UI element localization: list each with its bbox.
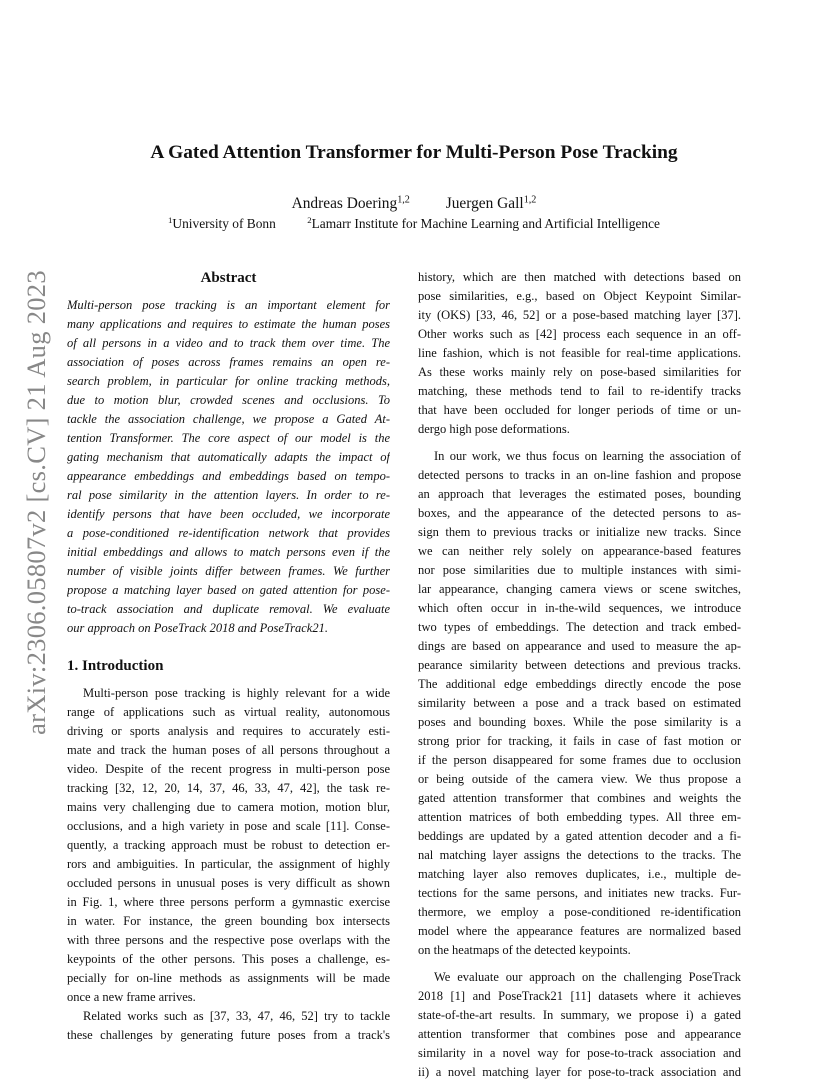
text-line: gated attention transformer that combines and weights the xyxy=(418,791,741,805)
text-line: thermore, we employ a pose-conditioned re-identification xyxy=(418,905,741,919)
affil-marker: 2 xyxy=(307,215,312,226)
paper-title: A Gated Attention Transformer for Multi-Person Pose Tracking xyxy=(150,142,678,163)
text-line: which often occur in in-the-wild sequences, we introduce xyxy=(418,601,741,615)
text-line: tackle the association challenge, we propose a Gated At- xyxy=(67,412,390,426)
body-paragraph xyxy=(418,447,741,960)
text-line: matching layer also removes duplicates, i.e., multiple de- xyxy=(418,867,741,881)
text-line: video. Despite of the recent progress in multi-person pose xyxy=(67,762,390,776)
text-line: to-track association and duplicate removal. We evaluate xyxy=(67,602,390,616)
affiliation xyxy=(307,214,660,233)
text-line: tections for the same persons, and initiates new tracks. Fur- xyxy=(418,886,741,900)
text-line: poses and bounding boxes. While the pose similarity is a xyxy=(418,715,741,729)
affiliation xyxy=(168,214,276,233)
text-line: pearance similarity between detections and previous tracks. xyxy=(418,658,741,672)
text-line: attention matrices of both embedding types. All three em- xyxy=(418,810,741,824)
text-line: or being outside of the camera view. We thus propose a xyxy=(418,772,741,786)
text-line: model where the appearance features are normalized based xyxy=(418,924,741,938)
text-line: Related works such as [37, 33, 47, 46, 52] try to tackle xyxy=(83,1009,390,1023)
text-line: of all persons in a video and to track them over time. The xyxy=(67,336,390,350)
text-line: Multi-person pose tracking is highly relevant for a wide xyxy=(83,686,390,700)
intro-paragraph xyxy=(67,1007,390,1045)
author xyxy=(446,194,537,214)
text-line: pose similarities, e.g., based on Object Keypoint Similar- xyxy=(418,289,741,303)
author-name: Juergen Gall xyxy=(445,195,524,212)
text-line: state-of-the-art results. In summary, we propose i) a gated xyxy=(418,1008,741,1022)
text-line: an approach that leverages the estimated poses, bounding xyxy=(418,487,741,501)
affiliation-list xyxy=(0,214,828,233)
text-line: dings are based on appearance and used to measure the ap- xyxy=(418,639,741,653)
body-paragraph xyxy=(418,268,741,439)
affil-text: University of Bonn xyxy=(172,216,276,231)
text-line: range of applications such as virtual reality, autonomous xyxy=(67,705,390,719)
text-line: We evaluate our approach on the challenging PoseTrack xyxy=(434,970,741,984)
text-line: tention Transformer. The core aspect of our model is the xyxy=(67,431,390,445)
text-line: once a new frame arrives. xyxy=(67,990,196,1004)
affil-text: Lamarr Institute for Machine Learning and Artificial Intelligence xyxy=(311,216,660,231)
text-line: with three persons and the respective pose overlaps with the xyxy=(67,933,390,947)
text-line: quently, a tracking approach must be robust to detection er- xyxy=(67,838,390,852)
text-line: initial embeddings and allows to match persons even if the xyxy=(67,545,390,559)
text-line: occlusions, and a high variety in pose and scale [11]. Conse- xyxy=(67,819,390,833)
text-line: rors and ambiguities. In particular, the assignment of highly xyxy=(67,857,390,871)
text-line: nal matching layer assigns the detections to the tracks. The xyxy=(418,848,741,862)
text-line: propose a matching layer based on gated attention for pose- xyxy=(67,583,390,597)
text-line: many applications and requires to estimate the human poses xyxy=(67,317,390,331)
text-line: occluded persons in unusual poses is very difficult as shown xyxy=(67,876,390,890)
intro-paragraph xyxy=(67,684,390,1007)
text-line: strong prior for tracking, it fails in case of fast motion or xyxy=(418,734,741,748)
arxiv-stamp xyxy=(18,269,54,735)
text-line: on the heatmaps of the detected keypoints. xyxy=(418,943,631,957)
text-line: mains very challenging due to camera motion, motion blur, xyxy=(67,800,390,814)
text-line: association of poses across frames remains an open re- xyxy=(67,355,390,369)
text-line: ii) a novel matching layer for pose-to-track association and xyxy=(418,1065,741,1079)
text-line: similarity in a novel way for pose-to-track association and xyxy=(418,1046,741,1060)
text-line: due to motion blur, crowded scenes and occlusions. To xyxy=(67,393,390,407)
paragraph-gap xyxy=(418,960,741,968)
text-line: detected persons to tracks in an on-line fashion and propose xyxy=(418,468,741,482)
text-line: In our work, we thus focus on learning the association of xyxy=(434,449,741,463)
text-line: two types of embeddings. The detection and track embed- xyxy=(418,620,741,634)
author-affil-marker: 1,2 xyxy=(397,194,410,206)
text-line: attention transformer that combines pose and appearance xyxy=(418,1027,741,1041)
text-line: Other works such as [42] process each sequence in an off- xyxy=(418,327,741,341)
text-line: nor pose similarities due to multiple instances with simi- xyxy=(418,563,741,577)
paragraph-gap xyxy=(418,439,741,447)
arxiv-id: arXiv:2306.05807v2 [cs.CV] 21 Aug 2023 xyxy=(20,269,51,735)
right-column xyxy=(418,268,741,1082)
text-line: As these works mainly rely on pose-based similarities for xyxy=(418,365,741,379)
text-line: gating mechanism that automatically adapts the impact of xyxy=(67,450,390,464)
affil-marker: 1 xyxy=(168,215,173,226)
text-line: these challenges by generating future poses from a track's xyxy=(67,1028,390,1042)
text-line: ity (OKS) [33, 46, 52] or a pose-based matching layer [37]. xyxy=(418,308,741,322)
text-line: lar appearance, changing camera views or scene switches, xyxy=(418,582,741,596)
text-line: driving or sports analysis and requires to accurately esti- xyxy=(67,724,390,738)
text-line: that have been occluded for longer periods of time or un- xyxy=(418,403,741,417)
text-line: in Fig. 1, where three persons perform a gymnastic exercise xyxy=(67,895,390,909)
text-line: dergo high pose deformations. xyxy=(418,422,570,436)
author-list xyxy=(0,194,828,214)
text-line: line fashion, which is not feasible for real-time applications. xyxy=(418,346,741,360)
text-line: pecially for on-line methods as assignments will be made xyxy=(67,971,390,985)
text-line: if the person disappeared for some frames due to occlusion xyxy=(418,753,741,767)
text-line: in water. For instance, the green bounding box intersects xyxy=(67,914,390,928)
text-line: The additional edge embeddings directly encode the pose xyxy=(418,677,741,691)
text-line: beddings are updated by a gated attention decoder and a fi- xyxy=(418,829,741,843)
section-heading-introduction: 1. Introduction xyxy=(67,658,164,674)
text-line: ral pose similarity in the attention layers. In order to re- xyxy=(67,488,390,502)
text-line: similarity between a pose and a track based on estimated xyxy=(418,696,741,710)
text-line: we can neither rely solely on appearance-based features xyxy=(418,544,741,558)
text-line: search problem, in particular for online tracking methods, xyxy=(67,374,390,388)
text-line: Multi-person pose tracking is an important element for xyxy=(67,298,390,312)
text-line: mate and track the human poses of all persons throughout a xyxy=(67,743,390,757)
text-line: 2018 [1] and PoseTrack21 [11] datasets where it achieves xyxy=(418,989,741,1003)
body-paragraph xyxy=(418,968,741,1082)
text-line: keypoints of the other persons. This poses a challenge, es- xyxy=(67,952,390,966)
text-line: appearance embeddings and embeddings based on tempo- xyxy=(67,469,390,483)
text-line: history, which are then matched with detections based on xyxy=(418,270,741,284)
text-line: tracking [32, 12, 20, 14, 37, 46, 33, 47, 42], the task re- xyxy=(67,781,390,795)
abstract-heading: Abstract xyxy=(200,270,257,286)
text-line: a pose-conditioned re-identification network that provides xyxy=(67,526,390,540)
author-affil-marker: 1,2 xyxy=(523,194,537,206)
text-line: matching, these methods tend to fail to re-identify tracks xyxy=(418,384,741,398)
text-line: our approach on PoseTrack 2018 and PoseTrack21. xyxy=(67,621,328,635)
text-line: identify persons that have been occluded, we incorporate xyxy=(67,507,390,521)
text-line: boxes, and the appearance of the detected persons to as- xyxy=(418,506,741,520)
author-name: Andreas Doering xyxy=(291,195,398,212)
left-column xyxy=(67,268,390,1045)
text-line: sign them to previous tracks or initialize new tracks. Since xyxy=(418,525,741,539)
text-line: number of visible joints differ between frames. We further xyxy=(67,564,390,578)
abstract-body xyxy=(67,296,390,638)
author xyxy=(292,194,410,214)
